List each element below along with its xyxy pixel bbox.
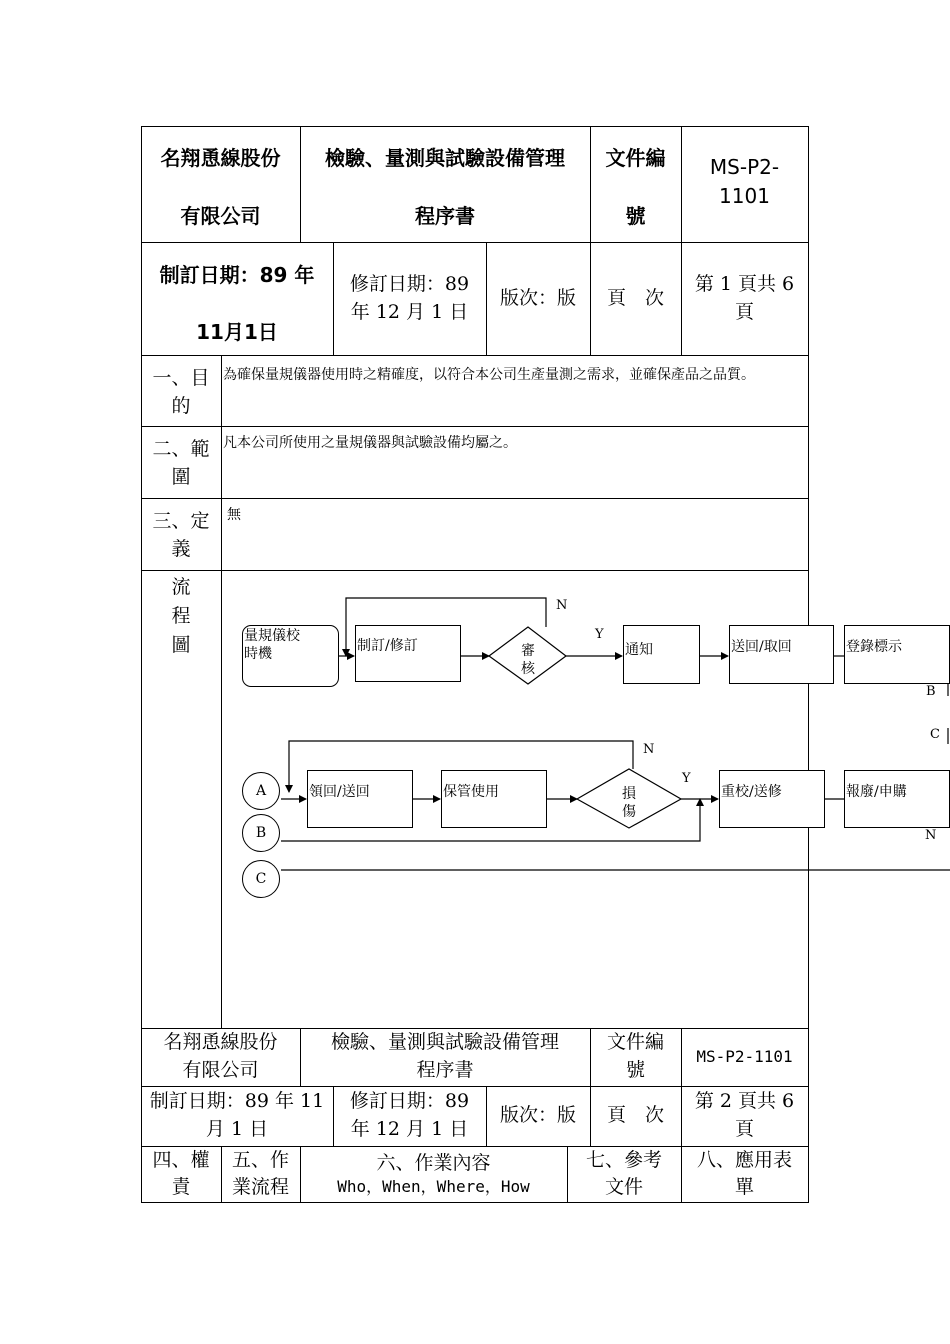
edge-c-label: C — [930, 727, 940, 742]
footer-page-number-line2: 頁 — [734, 1118, 754, 1140]
col-responsibility-header — [141, 1146, 221, 1202]
page-number-line1: 第 1 頁共 6 — [694, 272, 795, 295]
damage-yes-label: Y — [682, 771, 691, 786]
version-text: 版次：版 — [499, 286, 576, 309]
footer-page-number-cell — [681, 1086, 808, 1146]
footer-title-line2: 程序書 — [416, 1059, 474, 1081]
review-no-label: N — [556, 598, 568, 613]
revision-date-line2: 年 12 月 1 日 — [350, 300, 469, 323]
footer-title-line1: 檢驗、量測與試驗設備管理 — [330, 1031, 559, 1054]
review-label-line2: 核 — [521, 661, 535, 677]
scrap-label: 報廢/申購 — [846, 784, 907, 800]
footer-issue-date-cell — [141, 1086, 333, 1146]
flowchart-label-2: 程 — [171, 605, 191, 627]
footer-doc-no-label-cell — [590, 1028, 681, 1086]
review-label — [508, 642, 548, 678]
notify-label: 通知 — [625, 642, 653, 658]
col-content-line1: 六、作業內容 — [376, 1151, 491, 1174]
company-name-line2: 有限公司 — [180, 204, 261, 228]
footer-doc-no-cell — [681, 1028, 808, 1086]
footer-page-label-cell — [590, 1086, 681, 1146]
footer-version-cell — [486, 1086, 590, 1146]
notify-box — [623, 625, 700, 684]
damage-label — [609, 785, 649, 821]
document-title-line2: 程序書 — [415, 204, 475, 228]
damage-label-line1: 損 — [622, 786, 636, 802]
connector-b-label: B — [255, 825, 267, 841]
flowchart-label-1: 流 — [171, 576, 191, 598]
custody-box — [441, 770, 547, 828]
footer-version: 版次：版 — [499, 1104, 576, 1127]
issue-date-line1: 制訂日期：89 年 — [159, 263, 315, 287]
connector-a — [242, 772, 280, 810]
register-box — [844, 625, 950, 684]
damage-label-line2: 傷 — [622, 804, 636, 820]
connector-b — [242, 814, 280, 852]
review-yes-label: Y — [595, 627, 604, 642]
flowchart-label-3: 圖 — [171, 634, 191, 656]
sendback-label: 送回/取回 — [731, 639, 792, 655]
footer-revision-date-line2: 年 12 月 1 日 — [350, 1118, 469, 1140]
page-label: 頁 次 — [606, 286, 664, 309]
doc-no-label-line2: 號 — [625, 204, 646, 228]
start-terminal — [242, 625, 339, 687]
footer-doc-no-label-line1: 文件編 — [606, 1031, 664, 1054]
col-forms-header — [681, 1146, 808, 1202]
purpose-label-line2: 的 — [171, 395, 191, 417]
purpose-text: 為確保量規儀器使用時之精確度，以符合本公司生產量測之需求，並確保產品之品質。 — [223, 367, 755, 383]
issue-date-line2: 11月1日 — [196, 320, 278, 344]
review-label-line1: 審 — [521, 643, 535, 659]
scrap-no-label: N — [925, 828, 937, 843]
footer-doc-no-label-line2: 號 — [625, 1059, 645, 1081]
col-process-header — [221, 1146, 300, 1202]
collect-label: 領回/送回 — [309, 784, 370, 800]
footer-company-line2: 有限公司 — [182, 1059, 259, 1081]
scope-label-line1: 二、範 — [152, 438, 210, 460]
purpose-label-line1: 一、目 — [152, 367, 210, 389]
footer-doc-no: MS-P2-1101 — [696, 1047, 793, 1067]
scrap-box — [844, 770, 950, 828]
footer-revision-date-cell — [333, 1086, 486, 1146]
footer-issue-date-line2: 月 1 日 — [205, 1118, 269, 1140]
connector-c-label: C — [255, 871, 267, 887]
col-reference-line2: 文件 — [604, 1176, 643, 1198]
start-line1: 量規儀校 — [244, 628, 300, 644]
col-process-line2: 業流程 — [231, 1176, 289, 1198]
footer-company-line1: 名翔恿線股份 — [163, 1031, 278, 1054]
definition-label-line2: 義 — [171, 538, 191, 560]
definition-label-line1: 三、定 — [152, 510, 210, 532]
col-responsibility-line2: 責 — [171, 1176, 191, 1198]
edge-b-label: B — [926, 684, 936, 699]
connector-a-label: A — [255, 783, 267, 799]
col-content-line2: Who，When，Where，How — [337, 1177, 530, 1197]
company-name-line1: 名翔恿線股份 — [160, 146, 281, 170]
draft-label: 制訂/修訂 — [357, 638, 418, 654]
recalibrate-box — [719, 770, 825, 828]
col-reference-header — [567, 1146, 681, 1202]
connector-c — [242, 860, 280, 898]
doc-no-line2: 1101 — [719, 184, 770, 208]
definition-text: 無 — [227, 507, 241, 523]
col-process-line1: 五、作 — [231, 1149, 289, 1172]
document-title-line1: 檢驗、量測與試驗設備管理 — [325, 146, 565, 170]
col-forms-line1: 八、應用表 — [696, 1149, 792, 1172]
scope-text: 凡本公司所使用之量規儀器與試驗設備均屬之。 — [223, 435, 517, 451]
footer-title-cell — [300, 1028, 590, 1086]
col-content-header — [300, 1146, 567, 1202]
recalibrate-label: 重校/送修 — [721, 784, 782, 800]
footer-company-cell — [141, 1028, 300, 1086]
footer-page-label: 頁 次 — [606, 1104, 664, 1127]
custody-label: 保管使用 — [443, 784, 499, 800]
draft-box — [355, 625, 461, 682]
scope-label-line2: 圍 — [171, 466, 191, 488]
col-responsibility-line1: 四、權 — [152, 1149, 210, 1172]
damage-no-label: N — [643, 742, 655, 757]
doc-no-label-line1: 文件編 — [605, 146, 666, 170]
col-reference-line1: 七、參考 — [585, 1149, 662, 1172]
revision-date-line1: 修訂日期：89 — [349, 272, 470, 295]
footer-revision-date-line1: 修訂日期：89 — [349, 1090, 470, 1113]
col-forms-line2: 單 — [734, 1176, 754, 1198]
collect-box — [307, 770, 413, 828]
footer-issue-date-line1: 制訂日期：89 年 11 — [149, 1090, 325, 1113]
register-label: 登錄標示 — [846, 639, 902, 655]
sendback-box — [729, 625, 834, 684]
page-number-line2: 頁 — [734, 300, 754, 323]
start-line2: 時機 — [244, 645, 272, 662]
doc-no-line1: MS-P2- — [709, 155, 780, 179]
footer-page-number-line1: 第 2 頁共 6 — [694, 1090, 795, 1113]
